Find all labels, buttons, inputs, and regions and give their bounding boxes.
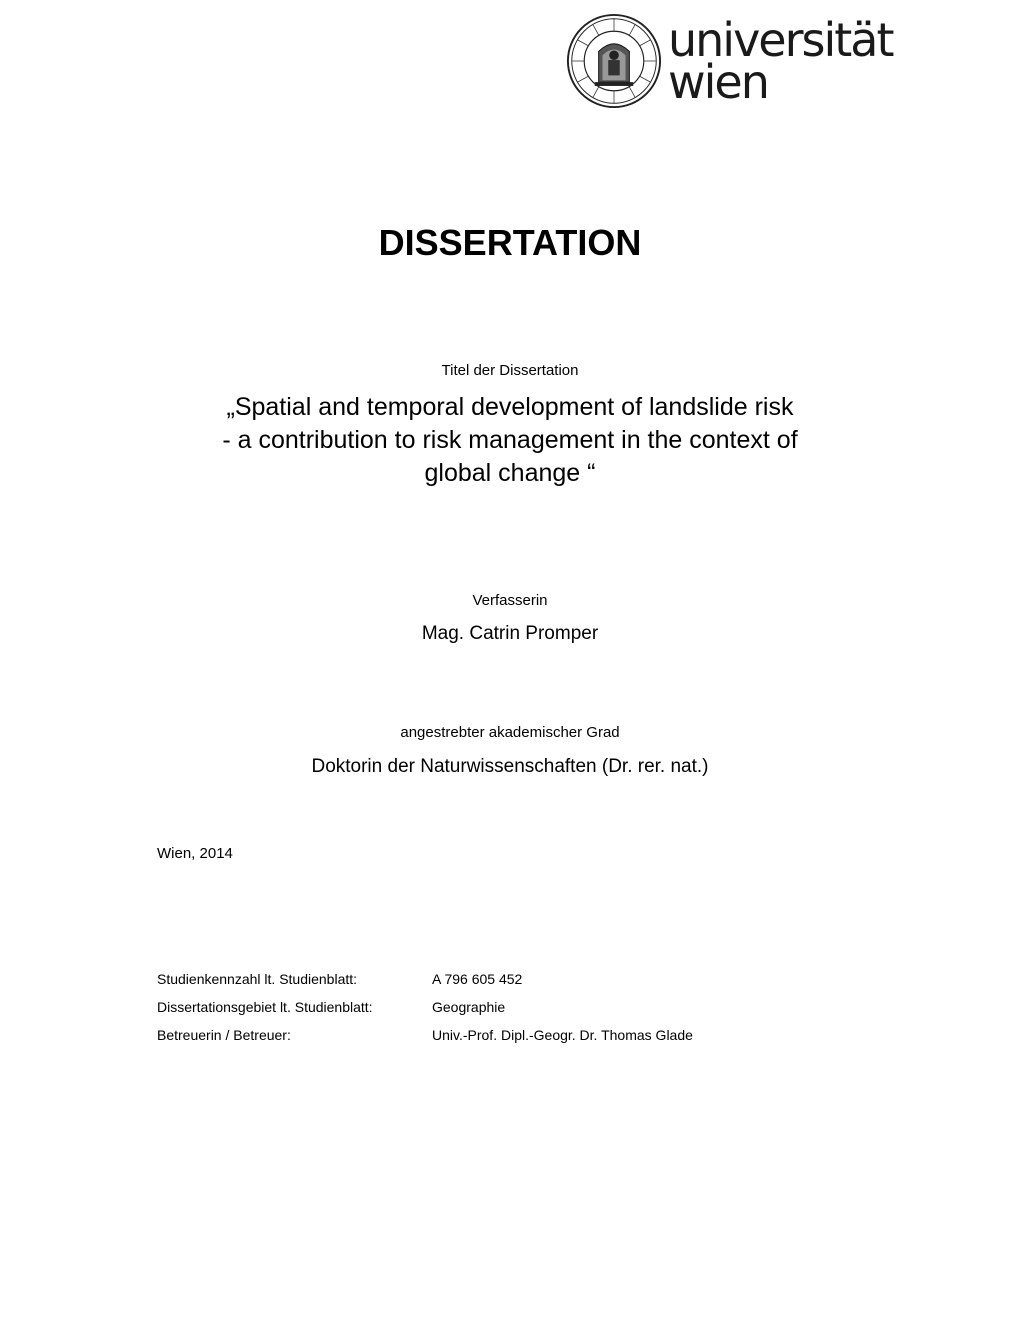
dissertation-title [0,391,1020,490]
place-date: Wien, 2014 [157,845,233,862]
info-value: A 796 605 452 [432,971,523,987]
university-seal-icon [566,13,662,109]
degree-label: angestrebter akademischer Grad [400,724,620,741]
title-label: Titel der Dissertation [441,362,579,379]
info-key: Betreuerin / Betreuer: [157,1027,291,1043]
info-row [157,1027,693,1043]
university-logo [566,14,898,108]
wordmark-line-1: universität [668,12,893,67]
info-value: Univ.-Prof. Dipl.-Geogr. Dr. Thomas Glade [432,1027,693,1043]
dissertation-title-line: - a contribution to risk management in the context of [222,426,798,454]
author-label: Verfasserin [472,592,548,609]
university-wordmark [668,12,893,109]
info-key: Dissertationsgebiet lt. Studienblatt: [157,999,373,1015]
info-row [157,971,522,987]
document-heading: DISSERTATION [378,222,642,263]
dissertation-title-line: „Spatial and temporal development of landslide risk [226,393,794,421]
author-name: Mag. Catrin Promper [421,623,599,644]
info-row [157,999,505,1015]
degree-name: Doktorin der Naturwissenschaften (Dr. rer. nat.) [311,756,709,777]
dissertation-title-line: global change “ [424,459,596,487]
info-value: Geographie [432,999,506,1015]
wordmark-line-2: wien [668,55,768,109]
info-key: Studienkennzahl lt. Studienblatt: [157,971,358,987]
